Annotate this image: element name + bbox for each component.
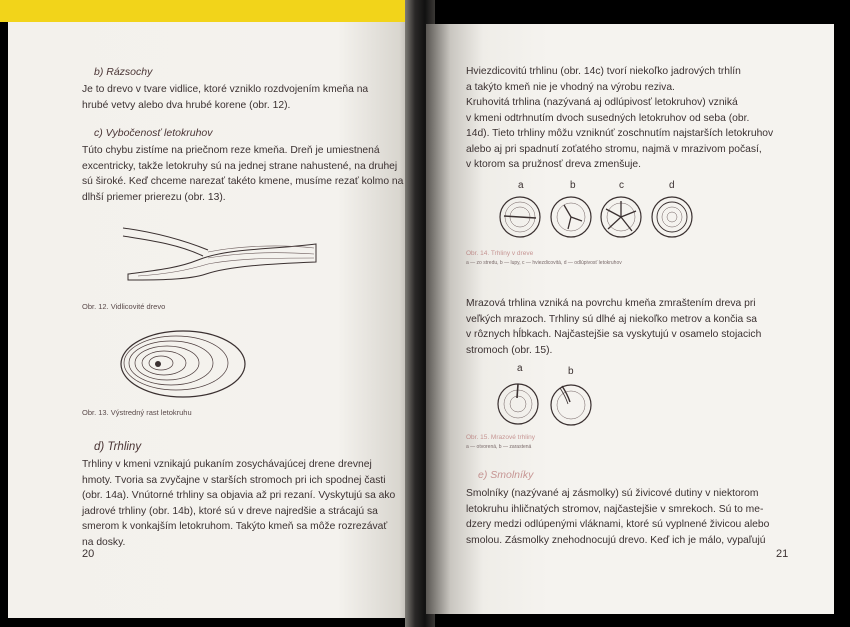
- frost-disc-b: [551, 385, 591, 425]
- fig15-label-b: b: [568, 366, 574, 377]
- heading-trhliny: d) Trhliny: [94, 441, 142, 453]
- caption-fig15-legend: a — otvorená, b — zarastená: [466, 444, 532, 450]
- fig15-label-a: a: [517, 363, 523, 374]
- frost-cracks-figure: [496, 382, 601, 427]
- paragraph-vybocenost: Túto chybu zistíme na priečnom reze kmeňa. Dreň je umiestnená excentricky, takže letokruhy sú na jednej strane nahustené, na druhej sú široké. Keď chceme narezať takéto kmene, musíme rezať kolmo na dlhší priemer prierezu (obr. 13).: [82, 145, 404, 203]
- paragraph-smolniky: Smolníky (nazývané aj zásmolky) sú živicové dutiny v niektorom letokruhu ihličnatých stromov, najčastejšie v smrekoch. Sú to me- dzery medzi odlúpenými vláknami, ktoré sú vyplnené živicou alebo smolou. Zásmolky znehodnocujú drevo. Keď ich je málo, vypaľujú: [466, 488, 770, 546]
- crack-disc-d: [652, 197, 692, 237]
- caption-fig12: Obr. 12. Vidlicovité drevo: [82, 302, 166, 311]
- paragraph-mrazova: Mrazová trhlina vzniká na povrchu kmeňa zmraštením dreva pri veľkých mrazoch. Trhliny sú dlhé aj niekoľko metrov a končia sa v rôznych hĺbkach. Najčastejšie sa vyskytujú v osamelo stojacich stromoch (obr. 15).: [466, 298, 762, 356]
- heading-vybocenost: c) Vybočenosť letokruhov: [94, 127, 213, 139]
- page-number-left: 20: [82, 548, 95, 560]
- book-cover-edge: [0, 0, 405, 22]
- fig14-label-d: d: [669, 180, 675, 191]
- heading-smolniky: e) Smolníky: [478, 469, 534, 481]
- caption-fig15: Obr. 15. Mrazové trhliny: [466, 434, 535, 441]
- crack-disc-a: [500, 197, 540, 237]
- paragraph-hviezdicova: Hviezdicovitú trhlinu (obr. 14c) tvorí niekoľko jadrových trhlín a takýto kmeň nie je vhodný na výrobu reziva. Kruhovitá trhlina (nazývaná aj odlúpivosť letokruhov) vzniká v kmeni odtrhnutím dvoch susedných letokruhov od seba (obr. 14d). Tieto trhliny môžu vzniknúť zoschnutím najstarších letokruhov alebo aj pri spadnutí zoťatého stromu, najmä v mrazivom počasí, v ktorom sa pružnosť dreva zmenšuje.: [466, 66, 774, 170]
- eccentric-rings-figure: [118, 328, 248, 400]
- forked-wood-figure: [118, 222, 323, 284]
- fig14-label-b: b: [570, 180, 576, 191]
- fig14-label-c: c: [619, 180, 624, 191]
- crack-disc-c: [601, 197, 641, 237]
- heading-razsochy: b) Rázsochy: [94, 66, 153, 78]
- paragraph-razsochy: Je to drevo v tvare vidlice, ktoré vzniklo rozdvojením kmeňa na hrubé vetvy alebo dva hrubé korene (obr. 12).: [82, 84, 369, 111]
- paragraph-trhliny: Trhliny v kmeni vznikajú pukaním zosychávajúcej drene drevnej hmoty. Tvoria sa zvyčajne v starších stromoch pri ich spodnej časti (obr. 14a). Vnútorné trhliny sa objavia až pri rezaní. Vyskytujú sa ako jadrové trhliny (obr. 14b), ktoré sú v dreve najredšie a strácajú sa smerom k vonkajším letokruhom. Takýto kmeň sa môže rozrezávať na dosky.: [82, 459, 396, 548]
- wood-cracks-figure: [498, 195, 698, 240]
- caption-fig13: Obr. 13. Výstredný rast letokruhu: [82, 408, 192, 417]
- frost-disc-a: [498, 384, 538, 424]
- fig14-label-a: a: [518, 180, 524, 191]
- caption-fig14: Obr. 14. Trhliny v dreve: [466, 250, 534, 257]
- caption-fig14-legend: a — zo stredu, b — lupy, c — hviezdicovitá, d — odlúpivosť letokruhov: [466, 260, 622, 266]
- page-number-right: 21: [776, 548, 789, 560]
- crack-disc-b: [551, 197, 591, 237]
